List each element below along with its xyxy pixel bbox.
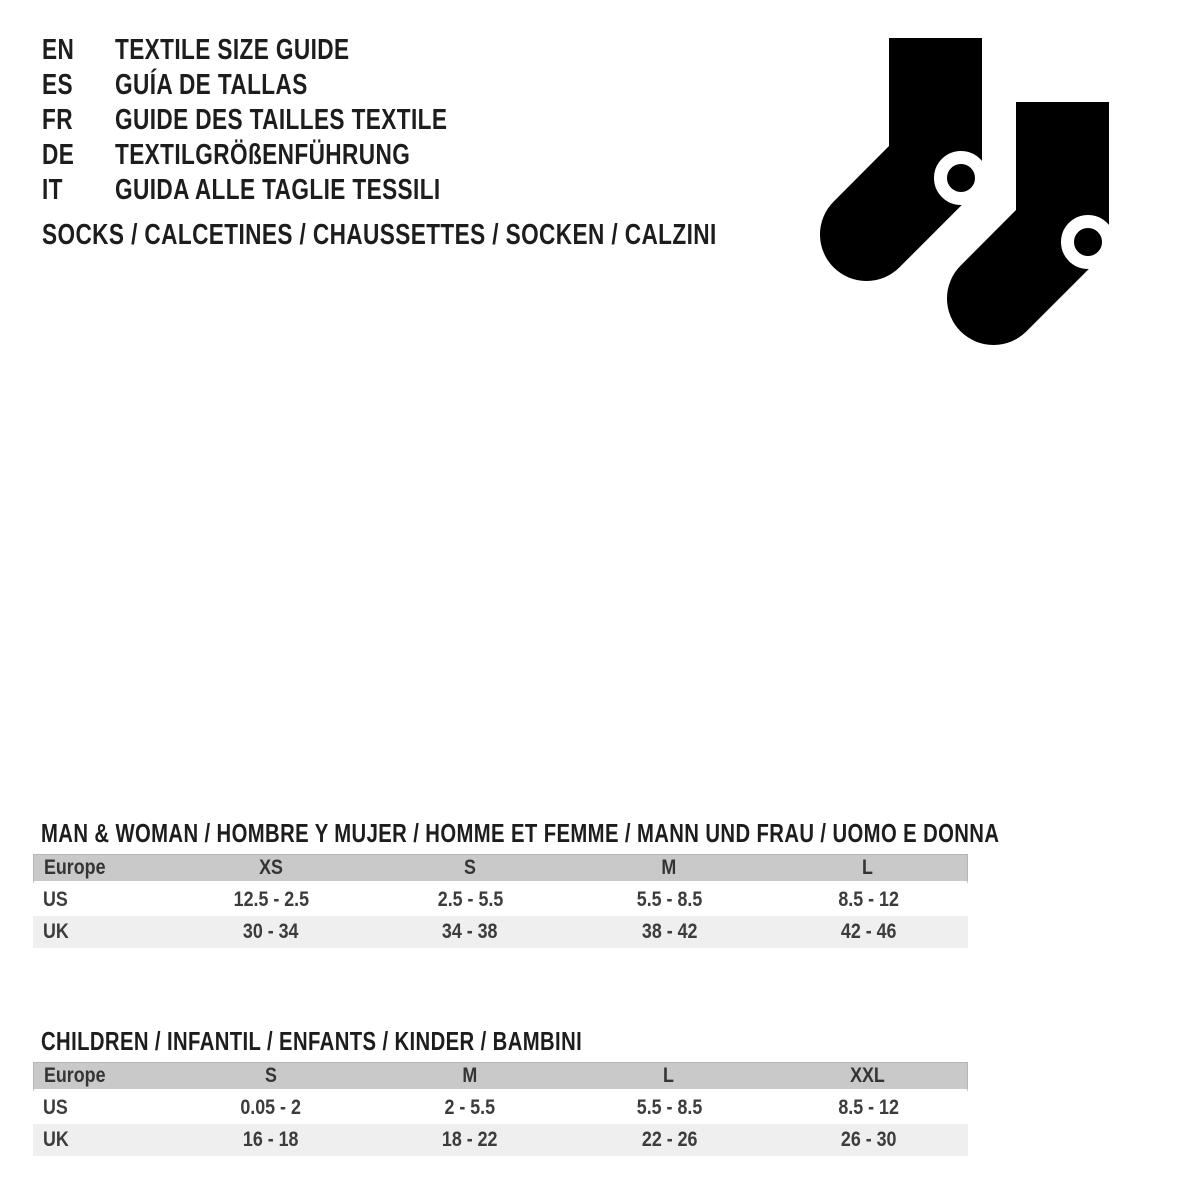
size-value: 26 - 30 bbox=[840, 1128, 897, 1151]
language-code: ES bbox=[42, 69, 73, 101]
table-row-uk bbox=[33, 1124, 968, 1156]
size-value: 22 - 26 bbox=[641, 1128, 698, 1151]
language-row-it bbox=[42, 173, 541, 208]
size-table-section-children bbox=[33, 1025, 968, 1156]
row-label: US bbox=[43, 888, 68, 911]
guide-title-fr: GUIDE DES TAILLES TEXTILE bbox=[115, 104, 448, 136]
guide-title-en: TEXTILE SIZE GUIDE bbox=[115, 34, 350, 66]
row-label: UK bbox=[43, 920, 69, 943]
language-row-en bbox=[42, 33, 541, 68]
row-label: US bbox=[43, 1096, 68, 1119]
table-title-text: CHILDREN / INFANTIL / ENFANTS / KINDER / BAMBINI bbox=[41, 1025, 583, 1056]
size-table bbox=[33, 854, 968, 948]
guide-title-it: GUIDA ALLE TAGLIE TESSILI bbox=[115, 174, 441, 206]
size-value: 5.5 - 8.5 bbox=[636, 888, 702, 911]
language-code: FR bbox=[42, 104, 73, 136]
size-table bbox=[33, 1062, 968, 1156]
language-code: EN bbox=[42, 34, 75, 66]
column-header-size: L bbox=[862, 856, 874, 879]
size-value: 0.05 - 2 bbox=[240, 1096, 302, 1119]
table-header-row bbox=[33, 854, 968, 884]
row-label: UK bbox=[43, 1128, 69, 1151]
column-header-size: S bbox=[265, 1064, 278, 1087]
language-code: DE bbox=[42, 139, 75, 171]
size-value: 5.5 - 8.5 bbox=[636, 1096, 702, 1119]
size-value: 34 - 38 bbox=[442, 920, 498, 943]
table-row-us bbox=[33, 884, 968, 916]
column-header-size: L bbox=[663, 1064, 675, 1087]
column-header-size: XS bbox=[259, 856, 284, 879]
table-title bbox=[33, 1025, 968, 1056]
category-heading-text: SOCKS / CALCETINES / CHAUSSETTES / SOCKEN / CALZINI bbox=[42, 219, 717, 251]
size-value: 2 - 5.5 bbox=[444, 1096, 496, 1119]
column-header-size: M bbox=[661, 856, 677, 879]
language-row-es bbox=[42, 68, 541, 103]
size-value: 8.5 - 12 bbox=[838, 888, 899, 911]
size-value: 18 - 22 bbox=[442, 1128, 498, 1151]
column-header-size: XXL bbox=[850, 1064, 885, 1087]
size-value: 42 - 46 bbox=[840, 920, 897, 943]
column-header-size: M bbox=[462, 1064, 478, 1087]
socks-icon bbox=[820, 38, 1122, 346]
size-value: 2.5 - 5.5 bbox=[437, 888, 503, 911]
table-row-uk bbox=[33, 916, 968, 948]
size-value: 8.5 - 12 bbox=[838, 1096, 899, 1119]
table-title bbox=[33, 817, 1000, 848]
table-title-text: MAN & WOMAN / HOMBRE Y MUJER / HOMME ET FEMME / MANN UND FRAU / UOMO E DONNA bbox=[41, 817, 1000, 848]
size-value: 38 - 42 bbox=[641, 920, 698, 943]
column-header-size: S bbox=[464, 856, 477, 879]
language-row-de bbox=[42, 138, 541, 173]
size-table-section-man-woman bbox=[33, 817, 1000, 948]
language-code: IT bbox=[42, 174, 63, 206]
table-row-us bbox=[33, 1092, 968, 1124]
column-header-region: Europe bbox=[44, 1064, 106, 1087]
language-row-fr bbox=[42, 103, 541, 138]
size-value: 16 - 18 bbox=[243, 1128, 299, 1151]
category-heading bbox=[42, 218, 907, 253]
column-header-region: Europe bbox=[44, 856, 106, 879]
size-value: 12.5 - 2.5 bbox=[233, 888, 309, 911]
guide-title-de: TEXTILGRÖßENFÜHRUNG bbox=[115, 139, 411, 171]
language-title-list bbox=[42, 33, 541, 208]
table-header-row bbox=[33, 1062, 968, 1092]
guide-title-es: GUÍA DE TALLAS bbox=[115, 69, 308, 101]
size-value: 30 - 34 bbox=[243, 920, 299, 943]
